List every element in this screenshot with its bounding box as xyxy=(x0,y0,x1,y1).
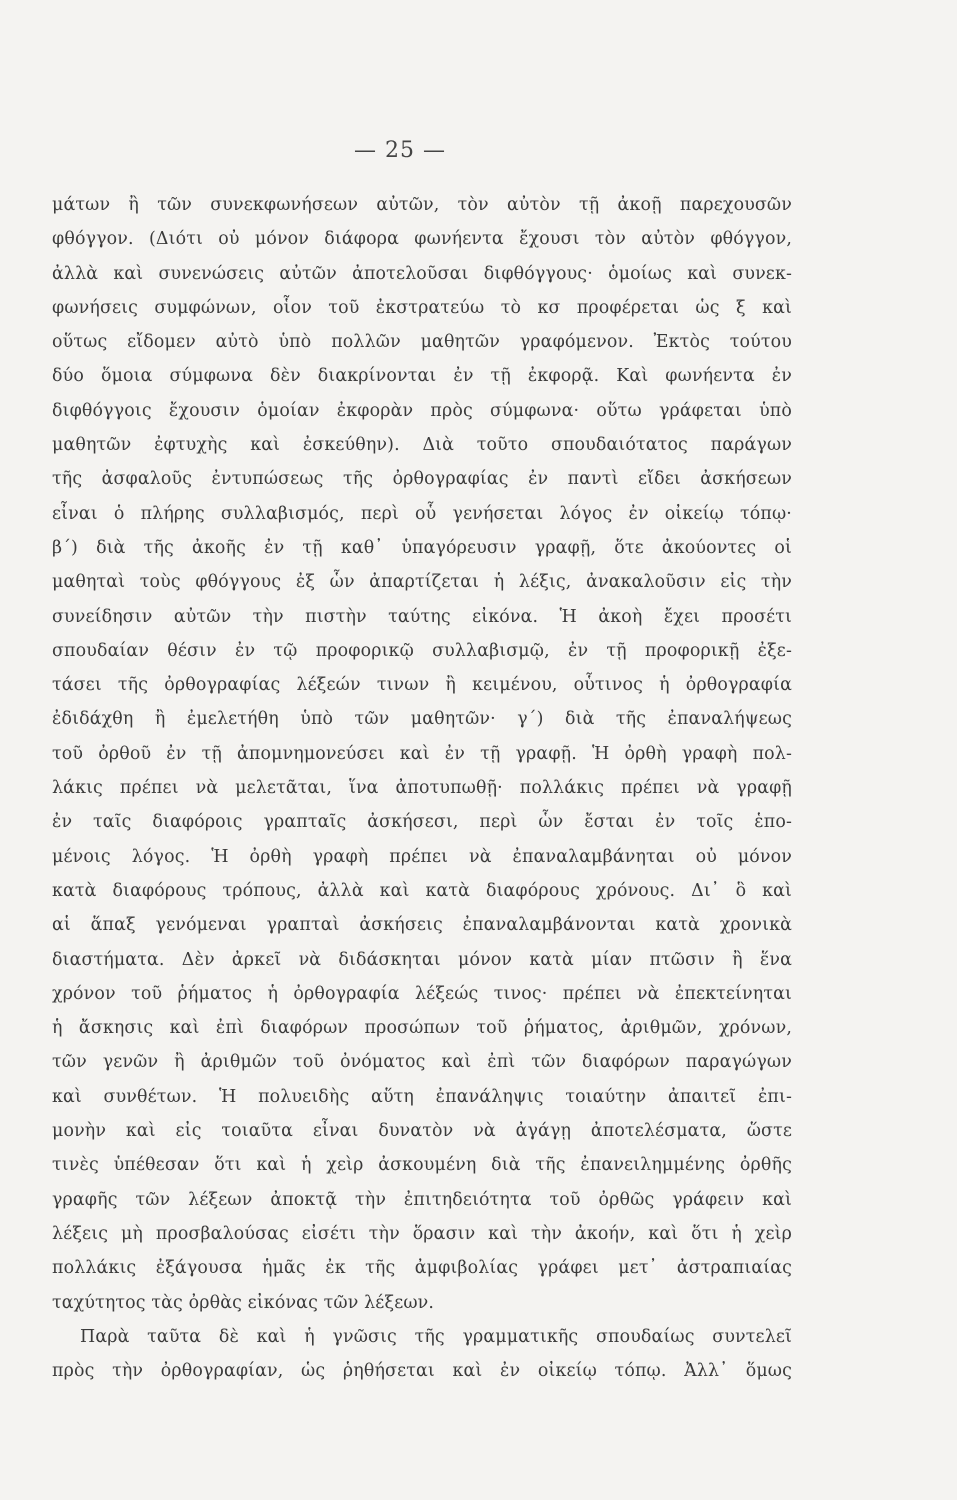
text-line: τοῦ ὀρθοῦ ἐν τῇ ἀπομνημονεύσει καὶ ἐν τῇ γραφῇ. Ἡ ὀρθὴ γραφὴ πολ- xyxy=(52,743,792,764)
text-line: μαθηταὶ τοὺς φθόγγους ἐξ ὧν ἀπαρτίζεται ἡ λέξις, ἀνακαλοῦσιν εἰς τὴν xyxy=(52,572,792,593)
text-line: φωνήσεις συμφώνων, οἷον τοῦ ἐκστρατεύω τὸ κσ προφέρεται ὡς ξ καὶ xyxy=(52,297,792,318)
text-line: γραφῆς τῶν λέξεων ἀποκτᾷ τὴν ἐπιτηδειότητα τοῦ ὀρθῶς γράφειν καὶ xyxy=(52,1189,792,1210)
text-line: διαστήματα. Δὲν ἀρκεῖ νὰ διδάσκηται μόνον κατὰ μίαν πτῶσιν ἢ ἕνα xyxy=(52,949,792,970)
text-line: κατὰ διαφόρους τρόπους, ἀλλὰ καὶ κατὰ διαφόρους χρόνους. Δι᾽ ὃ καὶ xyxy=(52,880,792,901)
text-line: μάτων ἢ τῶν συνεκφωνήσεων αὐτῶν, τὸν αὐτὸν τῇ ἀκοῇ παρεχουσῶν xyxy=(52,195,792,215)
paragraph-start-line: Παρὰ ταῦτα δὲ καὶ ἡ γνῶσις τῆς γραμματικῆς σπουδαίως συντελεῖ xyxy=(80,1326,792,1347)
text-line: μονὴν καὶ εἰς τοιαῦτα εἶναι δυνατὸν νὰ ἀγάγῃ ἀποτελέσματα, ὥστε xyxy=(52,1121,792,1142)
text-line: συνείδησιν αὐτῶν τὴν πιστὴν ταύτης εἰκόνα. Ἡ ἀκοὴ ἔχει προσέτι xyxy=(52,606,792,627)
text-line: μένοις λόγος. Ἡ ὀρθὴ γραφὴ πρέπει νὰ ἐπαναλαμβάνηται οὐ μόνον xyxy=(52,846,792,867)
text-line: χρόνον τοῦ ῥήματος ἡ ὀρθογραφία λέξεώς τινος· πρέπει νὰ ἐπεκτείνηται xyxy=(52,983,792,1004)
text-line: διφθόγγοις ἔχουσιν ὁμοίαν ἐκφορὰν πρὸς σύμφωνα· οὕτω γράφεται ὑπὸ xyxy=(52,400,792,421)
text-line: εἶναι ὁ πλήρης συλλαβισμός, περὶ οὗ γενήσεται λόγος ἐν οἰκείῳ τόπῳ· xyxy=(52,503,792,524)
text-line: μαθητῶν ἐφτυχὴς καὶ ἐσκεύθην). Διὰ τοῦτο σπουδαιότατος παράγων xyxy=(52,435,792,456)
text-line: τινὲς ὑπέθεσαν ὅτι καὶ ἡ χεὶρ ἀσκουμένη διὰ τῆς ἐπανειλημμένης ὀρθῆς xyxy=(52,1155,792,1176)
body-text xyxy=(52,188,792,1388)
text-line: ἀλλὰ καὶ συνενώσεις αὐτῶν ἀποτελοῦσαι διφθόγγους· ὁμοίως καὶ συνεκ- xyxy=(52,263,792,284)
text-line: ἡ ἄσκησις καὶ ἐπὶ διαφόρων προσώπων τοῦ ῥήματος, ἀριθμῶν, χρόνων, xyxy=(52,1018,792,1039)
text-line: λέξεις μὴ προσβαλούσας εἰσέτι τὴν ὅρασιν καὶ τὴν ἀκοήν, καὶ ὅτι ἡ χεὶρ xyxy=(52,1223,792,1244)
text-line: δύο ὅμοια σύμφωνα δὲν διακρίνονται ἐν τῇ ἐκφορᾷ. Καὶ φωνήεντα ἐν xyxy=(52,366,792,387)
text-line: λάκις πρέπει νὰ μελετᾶται, ἵνα ἀποτυπωθῇ· πολλάκις πρέπει νὰ γραφῇ xyxy=(52,778,792,799)
text-line: τάσει τῆς ὀρθογραφίας λέξεών τινων ἢ κειμένου, οὗτινος ἡ ὀρθογραφία xyxy=(52,675,792,696)
text-line: φθόγγον. (Διότι οὐ μόνον διάφορα φωνήεντα ἔχουσι τὸν αὐτὸν φθόγγον, xyxy=(52,229,792,250)
text-line: καὶ συνθέτων. Ἡ πολυειδὴς αὕτη ἐπανάληψις τοιαύτην ἀπαιτεῖ ἐπι- xyxy=(52,1086,792,1107)
text-line: πολλάκις ἐξάγουσα ἡμᾶς ἐκ τῆς ἀμφιβολίας γράφει μετ᾽ ἀστραπιαίας xyxy=(52,1258,792,1279)
page-number: — 25 — xyxy=(354,138,446,163)
text-line: τῶν γενῶν ἢ ἀριθμῶν τοῦ ὀνόματος καὶ ἐπὶ τῶν διαφόρων παραγώγων xyxy=(52,1052,792,1073)
paragraph-end-line: ταχύτητος τὰς ὀρθὰς εἰκόνας τῶν λέξεων. xyxy=(52,1292,435,1313)
text-line: οὕτως εἴδομεν αὐτὸ ὑπὸ πολλῶν μαθητῶν γραφόμενον. Ἐκτὸς τούτου xyxy=(52,332,792,353)
text-line: ἐδιδάχθη ἢ ἐμελετήθη ὑπὸ τῶν μαθητῶν· γ΄) διὰ τῆς ἐπαναλήψεως xyxy=(52,709,792,730)
text-line: τῆς ἀσφαλοῦς ἐντυπώσεως τῆς ὀρθογραφίας ἐν παντὶ εἴδει ἀσκήσεων xyxy=(52,469,792,490)
text-line: ἐν ταῖς διαφόροις γραπταῖς ἀσκήσεσι, περὶ ὧν ἔσται ἐν τοῖς ἑπο- xyxy=(52,812,792,833)
text-line: πρὸς τὴν ὀρθογραφίαν, ὡς ῥηθήσεται καὶ ἐν οἰκείῳ τόπῳ. Ἀλλ᾽ ὅμως xyxy=(52,1361,792,1382)
text-line: αἱ ἅπαξ γενόμεναι γραπταὶ ἀσκήσεις ἐπαναλαμβάνονται κατὰ χρονικὰ xyxy=(52,915,792,936)
text-line: β΄) διὰ τῆς ἀκοῆς ἐν τῇ καθ᾽ ὑπαγόρευσιν γραφῇ, ὅτε ἀκούοντες οἱ xyxy=(52,537,792,558)
text-line: σπουδαίαν θέσιν ἐν τῷ προφορικῷ συλλαβισμῷ, ἐν τῇ προφορικῇ ἐξε- xyxy=(52,640,792,661)
